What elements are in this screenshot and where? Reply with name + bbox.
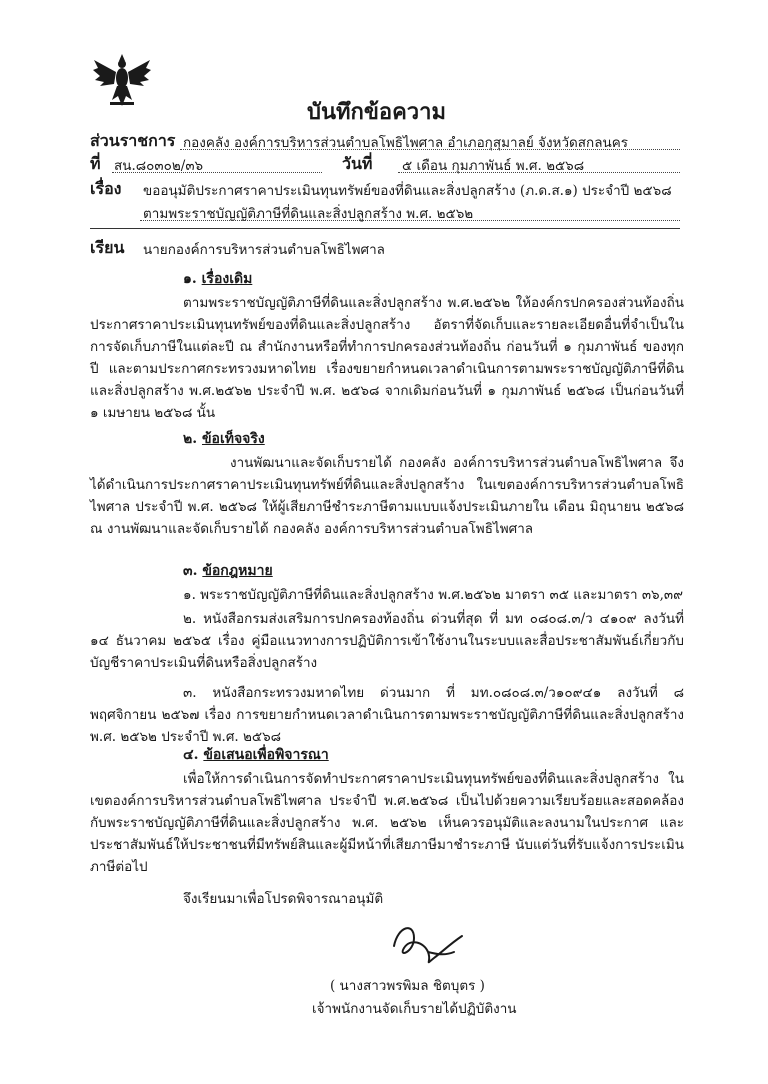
- signer-position: เจ้าพนักงานจัดเก็บรายได้ปฏิบัติงาน: [312, 1001, 517, 1017]
- date-label: วันที่: [342, 154, 373, 173]
- agency-label: ส่วนราชการ: [90, 131, 176, 150]
- section-3-number: ๓.: [183, 563, 198, 579]
- section-4-heading: [183, 744, 329, 766]
- section-1-heading: [183, 268, 252, 290]
- section-4-paragraph: เพื่อให้การดำเนินการจัดทำประกาศราคาประเมินทุนทรัพย์ของที่ดินและสิ่งปลูกสร้าง ในเขตองค์การบริหารส่วนตำบลโพธิไพศาล ประจำปี พ.ศ.๒๕๖๘ เป็นไปด้วยความเรียบร้อยและสอดคล้องกับพระราชบัญญัติภาษีที่ดินและสิ่งปลูกสร้าง พ.ศ. ๒๕๖๒ เห็นควรอนุมัติและลงนามในประกาศ และประชาสัมพันธ์ให้ประชาชนที่มีทรัพย์สินและผู้มีหน้าที่เสียภาษีมาชำระภาษี นับแต่วันที่รับแจ้งการประเมินภาษีต่อไป: [90, 771, 684, 875]
- header-divider: [90, 228, 680, 229]
- section-3-heading: [183, 560, 273, 582]
- signer-name: ( นางสาวพรพิมล ชิตบุตร ): [330, 978, 485, 994]
- subject-underline: [140, 220, 680, 221]
- section-1-paragraph: ตามพระราชบัญญัติภาษีที่ดินและสิ่งปลูกสร้าง พ.ศ.๒๕๖๒ ให้องค์กรปกครองส่วนท้องถิ่นประกาศราคาประเมินทุนทรัพย์ของที่ดินและสิ่งปลูกสร้าง อัตราที่จัดเก็บและรายละเอียดอื่นที่จำเป็นในการจัดเก็บภาษีในแต่ละปี ณ สำนักงานหรือที่ทำการปกครองส่วนท้องถิ่น ก่อนวันที่ ๑ กุมภาพันธ์ ของทุกปี และตามประกาศกระทรวงมหาดไทย เรื่องขยายกำหนดเวลาดำเนินการตามพระราชบัญญัติภาษีที่ดินและสิ่งปลูกสร้าง พ.ศ.๒๕๖๒ ประจำปี พ.ศ. ๒๕๖๘ จากเดิมก่อนวันที่ ๑ กุมภาพันธ์ ๒๕๖๘ เป็นก่อนวันที่ ๑ เมษายน ๒๕๖๘ นั้น: [90, 295, 684, 421]
- section-2-number: ๒.: [183, 431, 198, 447]
- section-2-heading: [183, 428, 265, 450]
- section-3-item-2: ๒. หนังสือกรมส่งเสริมการปกครองท้องถิ่น ด่วนที่สุด ที่ มท ๐๘๐๘.๓/ว ๔๑๐๙ ลงวันที่ ๑๔ ธันวาคม ๒๕๖๕ เรื่อง คู่มือแนวทางการปฏิบัติการเข้าใช้งานในระบบและสื่อประชาสัมพันธ์เกี่ยวกับบัญชีราคาประเมินที่ดินหรือสิ่งปลูกสร้าง: [90, 611, 684, 671]
- section-3-title: ข้อกฎหมาย: [202, 563, 273, 579]
- section-3-item-3: ๓. หนังสือกระทรวงมหาดไทย ด่วนมาก ที่ มท.๐๘๐๘.๓/ว๑๐๙๔๑ ลงวันที่ ๘ พฤศจิกายน ๒๕๖๗ เรื่อง การขยายกำหนดเวลาดำเนินการตามพระราชบัญญัติภาษีที่ดินและสิ่งปลูกสร้าง พ.ศ. ๒๕๖๒ ประจำปี พ.ศ. ๒๕๖๘: [90, 685, 684, 745]
- subject-line-2: ตามพระราชบัญญัติภาษีที่ดินและสิ่งปลูกสร้าง พ.ศ. ๒๕๖๒: [143, 206, 474, 222]
- to-value: นายกองค์การบริหารส่วนตำบลโพธิไพศาล: [143, 242, 385, 258]
- section-1-title: เรื่องเดิม: [201, 271, 253, 287]
- section-4-title: ข้อเสนอเพื่อพิจารณา: [203, 747, 329, 763]
- memo-title: บันทึกข้อความ: [307, 99, 447, 125]
- date-value: ๕ เดือน กุมภาพันธ์ พ.ศ. ๒๕๖๘: [402, 158, 585, 174]
- to-label: เรียน: [90, 238, 125, 257]
- section-1-number: ๑.: [183, 271, 197, 287]
- section-2-title: ข้อเท็จจริง: [201, 431, 265, 447]
- subject-label: เรื่อง: [90, 179, 122, 198]
- ref-underline: [112, 172, 322, 173]
- agency-underline: [180, 149, 680, 150]
- date-underline: [398, 172, 680, 173]
- agency-value: กองคลัง องค์การบริหารส่วนตำบลโพธิไพศาล อำเภอกุสุมาลย์ จังหวัดสกลนคร: [183, 135, 628, 151]
- section-2-paragraph: งานพัฒนาและจัดเก็บรายได้ กองคลัง องค์การบริหารส่วนตำบลโพธิไพศาล จึงได้ดำเนินการประกาศราคาประเมินทุนทรัพย์ที่ดินและสิ่งปลูกสร้าง ในเขตองค์การบริหารส่วนตำบลโพธิไพศาล ประจำปี พ.ศ. ๒๕๖๘ ให้ผู้เสียภาษีชำระภาษีตามแบบแจ้งประเมินภายใน เดือน มิถุนายน ๒๕๖๘ ณ งานพัฒนาและจัดเก็บรายได้ กองคลัง องค์การบริหารส่วนตำบลโพธิไพศาล: [90, 455, 684, 537]
- closing-text: จึงเรียนมาเพื่อโปรดพิจารณาอนุมัติ: [183, 891, 384, 907]
- ref-value: สน.๘๐๓๐๒/๓๖: [114, 158, 204, 174]
- section-3-item-1: ๑. พระราชบัญญัติภาษีที่ดินและสิ่งปลูกสร้าง พ.ศ.๒๕๖๒ มาตรา ๓๕ และมาตรา ๓๖,๓๙: [183, 587, 684, 603]
- garuda-emblem-icon: [92, 48, 152, 110]
- ref-label: ที่: [90, 154, 101, 173]
- section-4-number: ๔.: [183, 747, 199, 763]
- subject-line-1: ขออนุมัติประกาศราคาประเมินทุนทรัพย์ของที่ดินและสิ่งปลูกสร้าง (ภ.ด.ส.๑) ประจำปี ๒๕๖๘: [143, 183, 672, 199]
- handwritten-signature-icon: [384, 918, 474, 976]
